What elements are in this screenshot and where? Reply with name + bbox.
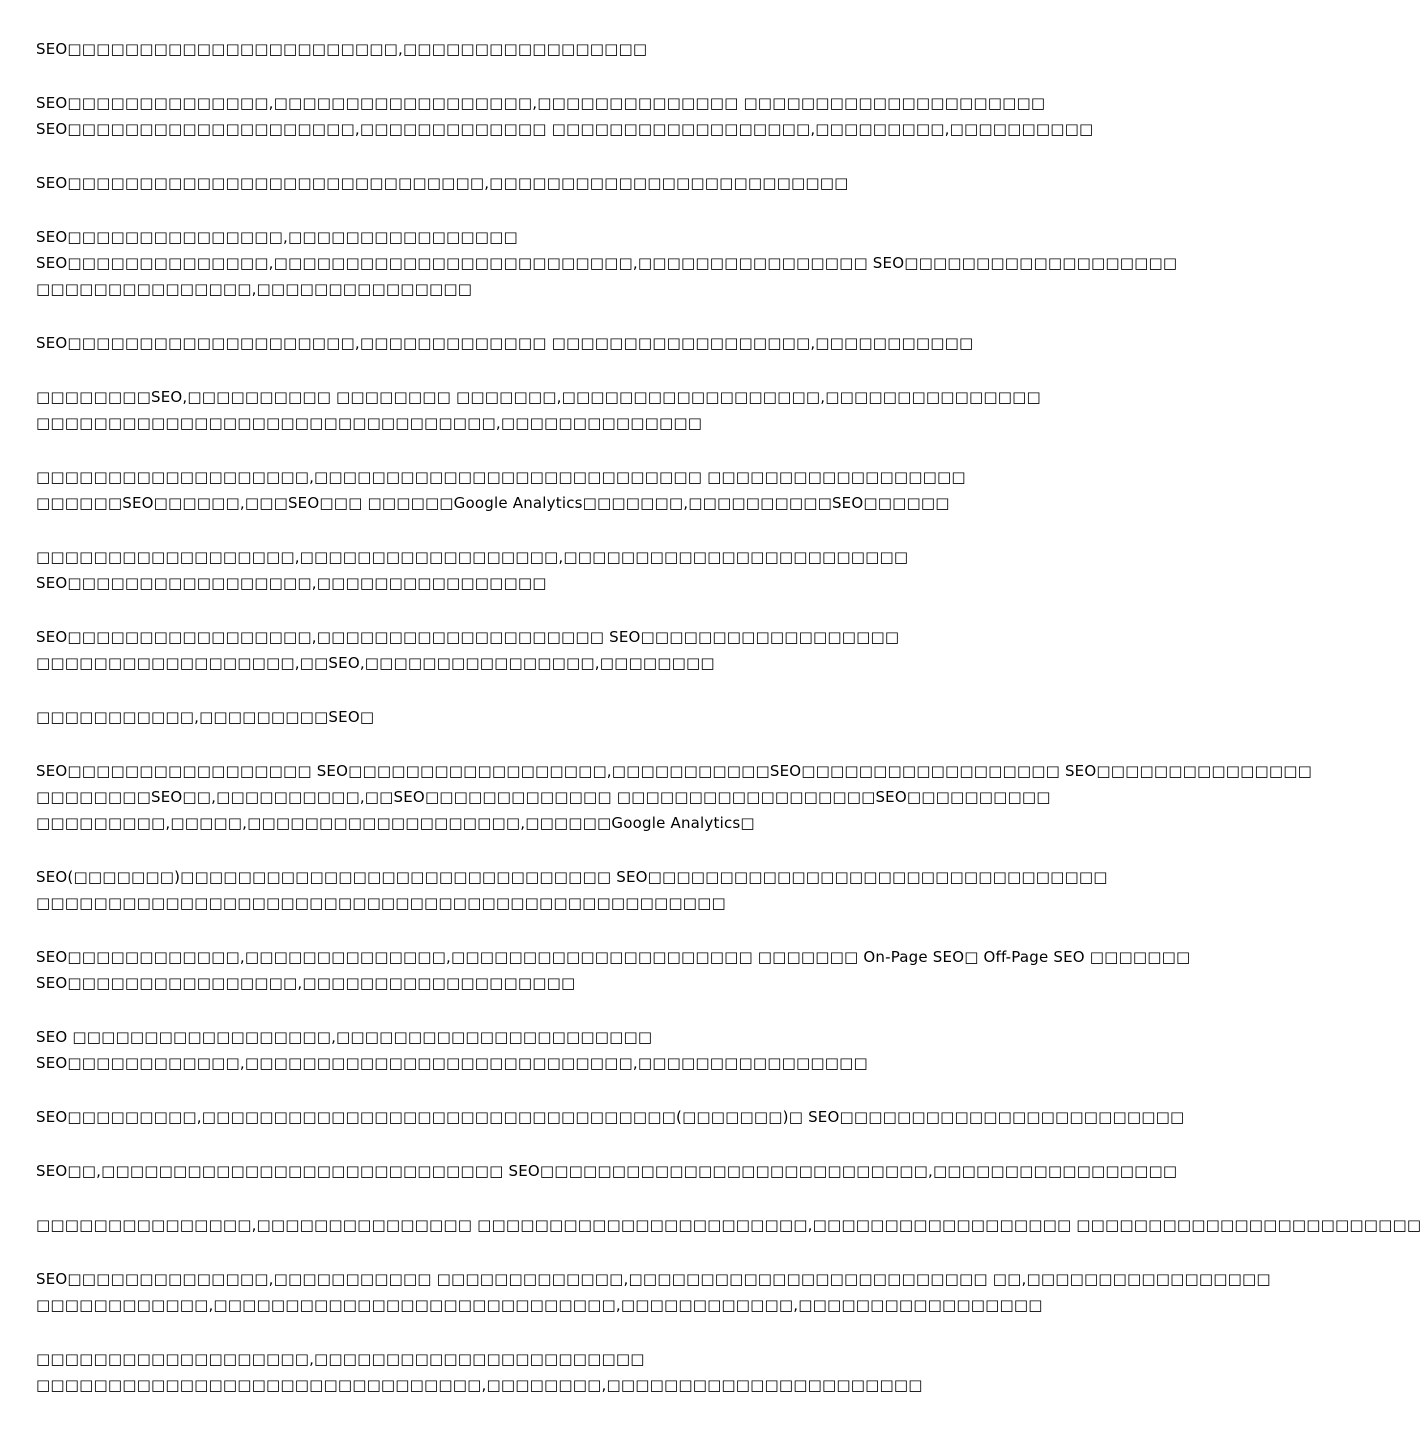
text-line: □□□□□□□□□□□□□□□□□□□,□□□□□□□□□□□□□□□□□□□□□□□ [36,1350,645,1368]
paragraph [36,864,1108,916]
paragraph [36,1346,988,1398]
paragraph [36,170,988,196]
text-line: SEO□□□□□□□□□□□□□□□□□,□□□□□□□□□□□□□□□□□□□□ SEO□□□□□□□□□□□□□□□□□□ [36,628,900,646]
text-line: SEO□□□□□□□□□□□□,□□□□□□□□□□□□□□□□□□□□□□□□□□□,□□□□□□□□□□□□□□□□ [36,1054,868,1072]
paragraph [36,758,1312,836]
text-line: SEO□□□□□□□□□□□□□□□□□□□□□□□□□□□□□,□□□□□□□□□□□□□□□□□□□□□□□□□ [36,174,849,192]
text-line: SEO□□□□□□□□□□□□□□,□□□□□□□□□□□□□□□□□□,□□□□□□□□□□□□□□ □□□□□□□□□□□□□□□□□□□□□ [36,94,1046,112]
text-line: SEO □□□□□□□□□□□□□□□□□□,□□□□□□□□□□□□□□□□□□□□□□ [36,1028,653,1046]
text-line: SEO□□□□□□□□□□□□□□,□□□□□□□□□□□□□□□□□□□□□□□□□,□□□□□□□□□□□□□□□□ SEO□□□□□□□□□□□□□□□□□□□ [36,254,1178,272]
text-line: □□□□□□□□□□□□□□□,□□□□□□□□□□□□□□□ [36,280,473,298]
text-line: SEO□□,□□□□□□□□□□□□□□□□□□□□□□□□□□□□ SEO□□□□□□□□□□□□□□□□□□□□□□□□□□□,□□□□□□□□□□□□□□□□□ [36,1162,1178,1180]
paragraph [36,704,988,730]
text-line: □□□□□□□□□□□□,□□□□□□□□□□□□□□□□□□□□□□□□□□□□,□□□□□□□□□□□□,□□□□□□□□□□□□□□□□□ [36,1296,1043,1314]
text-line: SEO□□□□□□□□□□□□□□,□□□□□□□□□□□ □□□□□□□□□□□□□,□□□□□□□□□□□□□□□□□□□□□□□□□ □□,□□□□□□□□□□□□□□□□□ [36,1270,1271,1288]
text-line: SEO□□□□□□□□□□□□□□□□□,□□□□□□□□□□□□□□□□ [36,574,547,592]
text-line: SEO□□□□□□□□□□□□,□□□□□□□□□□□□□□,□□□□□□□□□□□□□□□□□□□□□ □□□□□□□ On-Page SEO□ Off-Page SEO □□□□□□□ [36,948,1191,966]
text-line: □□□□□□□□□□□□□□□□□□□,□□□□□□□□□□□□□□□□□□□□□□□□□□□ □□□□□□□□□□□□□□□□□□ [36,468,966,486]
text-line: SEO□□□□□□□□□□□□□□□□□□□□,□□□□□□□□□□□□□ □□□□□□□□□□□□□□□□□□,□□□□□□□□□□□ [36,334,974,352]
paragraph [36,624,988,676]
text-line: □□□□□□□□□□□□□□□□□□,□□□□□□□□□□□□□□□□□□,□□□□□□□□□□□□□□□□□□□□□□□□ [36,548,909,566]
text-line: SEO□□□□□□□□□,□□□□□□□□□□□□□□□□□□□□□□□□□□□□□□□□□(□□□□□□□)□ SEO□□□□□□□□□□□□□□□□□□□□□□□□ [36,1108,1185,1126]
paragraph [36,330,988,356]
text-line: □□□□□□□□□□□□□□□,□□□□□□□□□□□□□□□ □□□□□□□□□□□□□□□□□□□□□□□,□□□□□□□□□□□□□□□□□□ □□□□□□□□□□□□□□□□□□□□□□□□ [36,1216,1421,1234]
paragraph [36,464,988,516]
paragraph [36,1104,1185,1130]
text-line: SEO□□□□□□□□□□□□□□□,□□□□□□□□□□□□□□□□ [36,228,518,246]
paragraph [36,384,1041,436]
paragraph [36,1266,1271,1318]
text-line: SEO□□□□□□□□□□□□□□□□,□□□□□□□□□□□□□□□□□□□ [36,974,576,992]
text-line: □□□□□□□□SEO□□,□□□□□□□□□□,□□SEO□□□□□□□□□□□□□ □□□□□□□□□□□□□□□□□□SEO□□□□□□□□□□ [36,788,1051,806]
text-line: □□□□□□□□□□□,□□□□□□□□□SEO□ [36,708,375,726]
text-line: □□□□□□□□□□□□□□□□□□□□□□□□□□□□□□□□□□□□□□□□□□□□□□□□ [36,894,726,912]
paragraph [36,944,1191,996]
text-line: □□□□□□□□□□□□□□□□□□,□□SEO,□□□□□□□□□□□□□□□□,□□□□□□□□ [36,654,715,672]
text-line: SEO□□□□□□□□□□□□□□□□□□□□□□□,□□□□□□□□□□□□□□□□□ [36,40,648,58]
text-line: □□□□□□□□□□□□□□□□□□□□□□□□□□□□□□□□,□□□□□□□□□□□□□□ [36,414,703,432]
paragraph [36,1158,1178,1184]
text-line: □□□□□□□□SEO,□□□□□□□□□□ □□□□□□□□ □□□□□□□,□□□□□□□□□□□□□□□□□□,□□□□□□□□□□□□□□□ [36,388,1041,406]
text-line: □□□□□□SEO□□□□□□,□□□SEO□□□ □□□□□□Google Analytics□□□□□□□,□□□□□□□□□□SEO□□□□□□ [36,494,950,512]
text-line: SEO(□□□□□□□)□□□□□□□□□□□□□□□□□□□□□□□□□□□□□□ SEO□□□□□□□□□□□□□□□□□□□□□□□□□□□□□□□□ [36,868,1108,886]
text-line: SEO□□□□□□□□□□□□□□□□□□□□,□□□□□□□□□□□□□ □□□□□□□□□□□□□□□□□□,□□□□□□□□□,□□□□□□□□□□ [36,120,1094,138]
paragraph [36,90,1094,142]
paragraph [36,1212,1421,1238]
paragraph [36,224,1178,302]
paragraph [36,544,988,596]
paragraph [36,1024,988,1076]
paragraph [36,36,988,62]
text-line: □□□□□□□□□,□□□□□,□□□□□□□□□□□□□□□□□□□,□□□□□□Google Analytics□ [36,814,755,832]
text-line: SEO□□□□□□□□□□□□□□□□□ SEO□□□□□□□□□□□□□□□□□□,□□□□□□□□□□□SEO□□□□□□□□□□□□□□□□□□ SEO□□□□□□□□□□□□□□□ [36,762,1312,780]
text-line: □□□□□□□□□□□□□□□□□□□□□□□□□□□□□□□,□□□□□□□□,□□□□□□□□□□□□□□□□□□□□□□ [36,1376,923,1394]
